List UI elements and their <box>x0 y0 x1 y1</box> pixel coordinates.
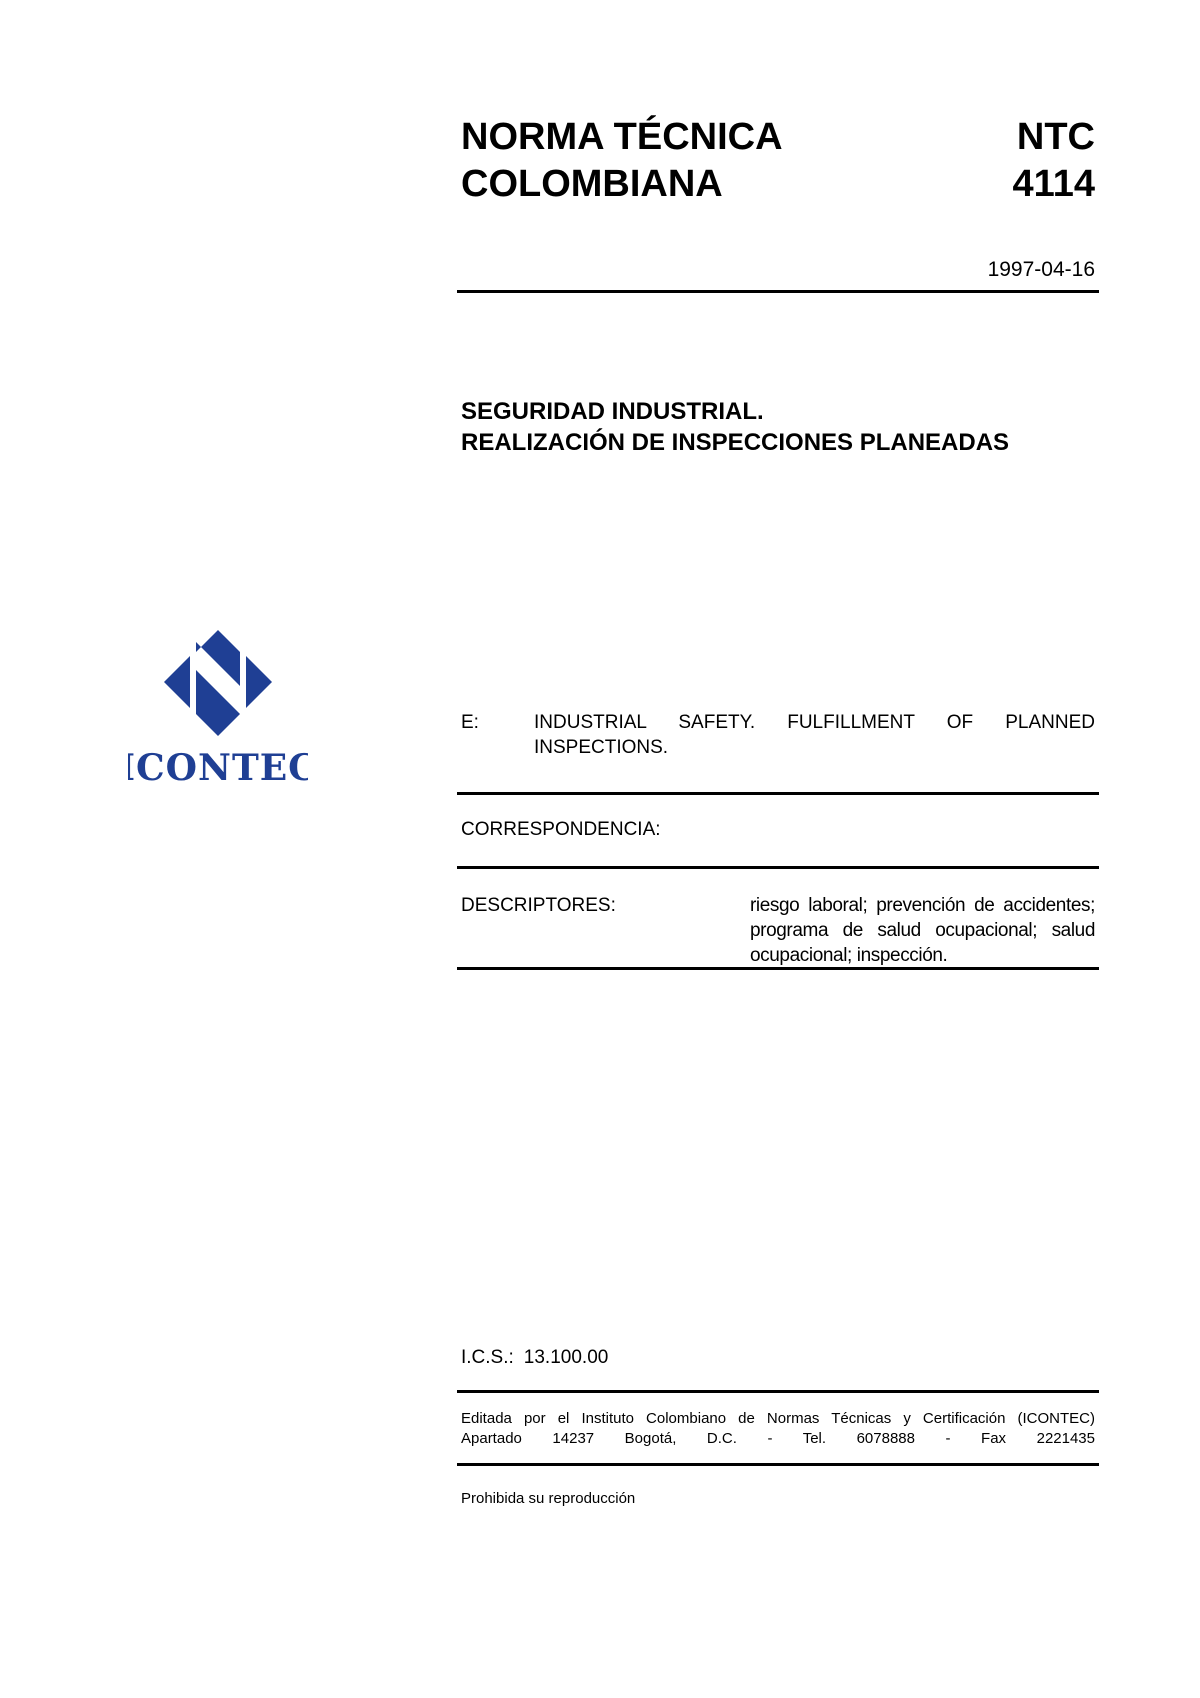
standard-title <box>461 114 783 214</box>
code-line-2: 4114 <box>1012 163 1095 205</box>
title-line-1: NORMA TÉCNICA <box>461 116 783 158</box>
editor-info <box>461 1409 1095 1449</box>
descriptors-text: riesgo laboral; prevención de accidentes; programa de salud ocupacional; salud ocupacional; inspección. <box>750 895 1095 966</box>
editor-line-2: Apartado 14237 Bogotá, D.C. - Tel. 6078888 - Fax 2221435 <box>461 1430 1095 1447</box>
english-title-text: INDUSTRIAL SAFETY. FULFILLMENT OF PLANNED INSPECTIONS. <box>534 712 1095 758</box>
icontec-logo <box>128 630 308 786</box>
divider <box>457 967 1099 970</box>
ics-label: I.C.S.: <box>461 1347 514 1368</box>
divider <box>457 792 1099 795</box>
divider <box>457 290 1099 293</box>
document-subject <box>461 396 1095 458</box>
divider <box>457 1463 1099 1466</box>
code-line-1: NTC <box>1016 116 1095 158</box>
title-block <box>461 114 1095 214</box>
descriptors-label: DESCRIPTORES: <box>461 895 616 916</box>
title-line-2: COLOMBIANA <box>461 163 723 205</box>
divider <box>457 866 1099 869</box>
correspondence: CORRESPONDENCIA: <box>461 819 661 840</box>
divider <box>457 1390 1099 1393</box>
icontec-logo-icon <box>128 630 308 786</box>
reproduction-notice: Prohibida su reproducción <box>461 1490 636 1507</box>
subject-line-1: SEGURIDAD INDUSTRIAL. <box>461 398 764 425</box>
ics-classification <box>461 1347 1095 1369</box>
english-title <box>461 710 1095 760</box>
standard-code <box>1013 114 1095 214</box>
english-title-label: E: <box>461 712 479 733</box>
descriptors <box>461 893 1095 968</box>
ics-value: 13.100.00 <box>523 1347 609 1368</box>
logo-text: ICONTEC <box>128 747 308 786</box>
editor-line-1: Editada por el Instituto Colombiano de Normas Técnicas y Certificación (ICONTEC) <box>461 1410 1095 1427</box>
publication-date: 1997-04-16 <box>987 258 1095 281</box>
subject-line-2: REALIZACIÓN DE INSPECCIONES PLANEADAS <box>461 429 1010 456</box>
